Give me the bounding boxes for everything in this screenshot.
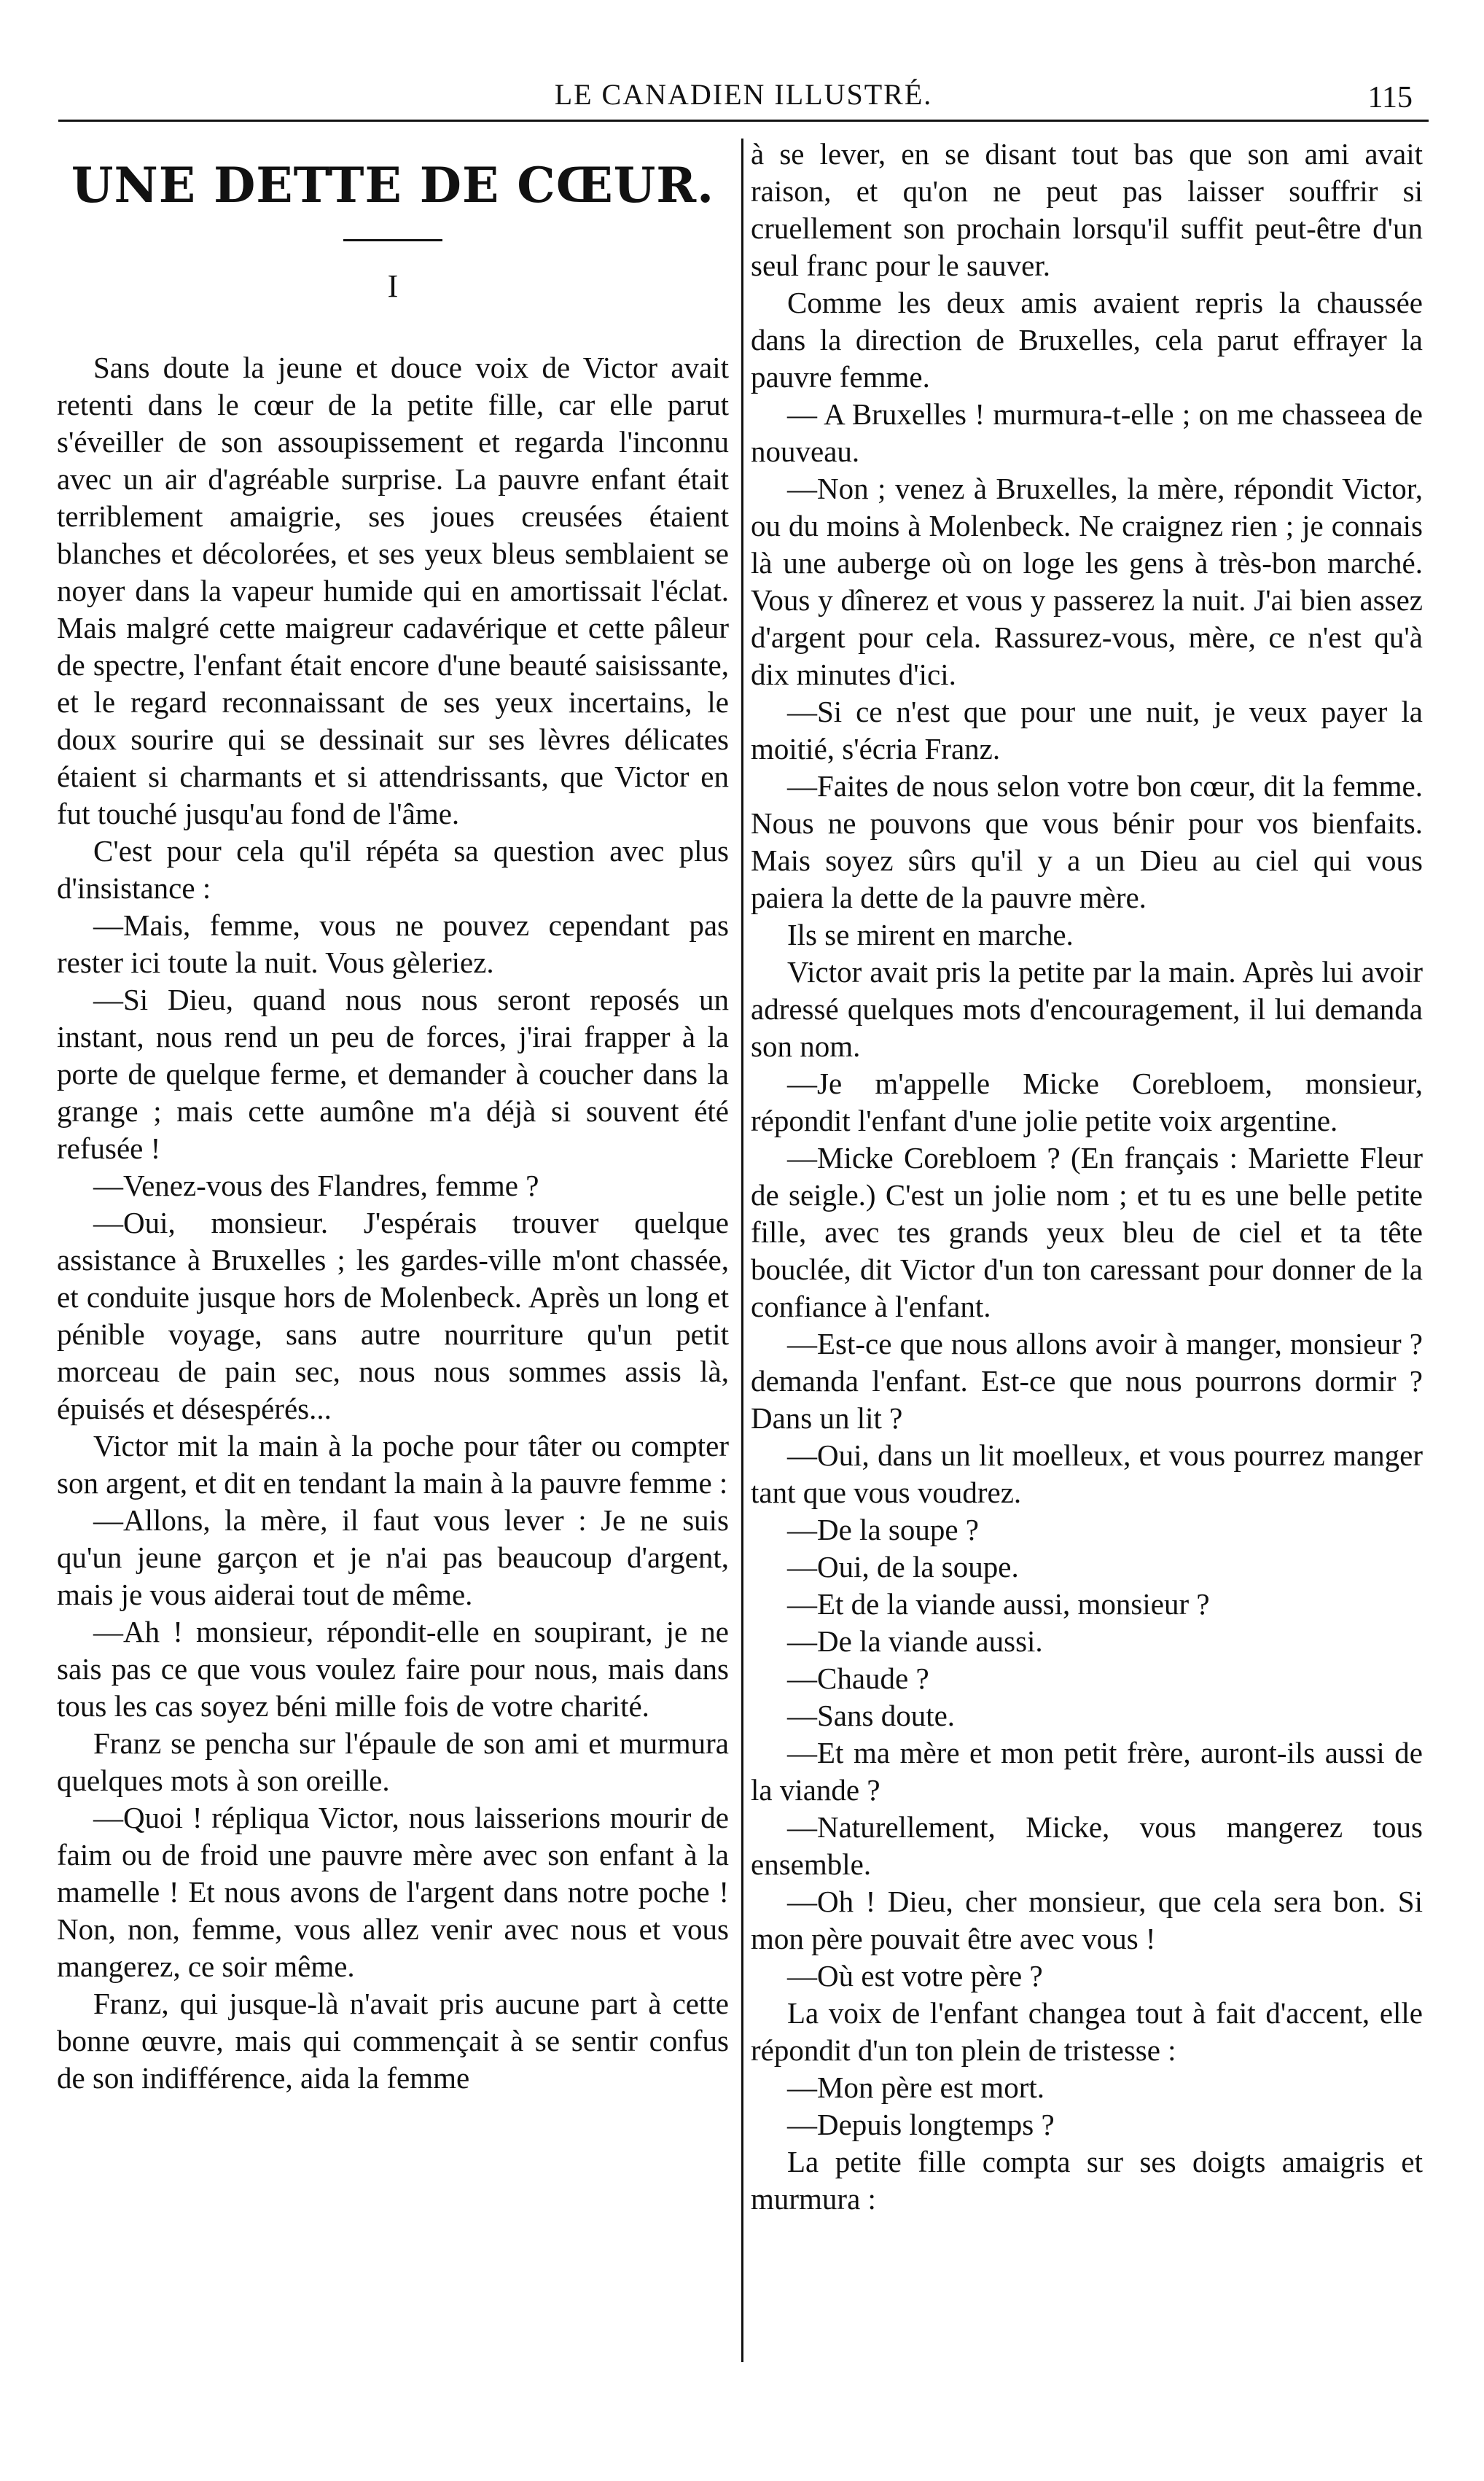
paragraph: —De la viande aussi. bbox=[787, 1624, 1043, 1658]
paragraph: La petite fille compta sur ses doigts amaigris et murmura : bbox=[751, 2145, 1423, 2216]
left-column bbox=[57, 136, 729, 2097]
paragraph: —Et ma mère et mon petit frère, auront-ils aussi de la viande ? bbox=[751, 1736, 1423, 1807]
paragraph: —Est-ce que nous allons avoir à manger, monsieur ? demanda l'enfant. Est-ce que nous pourrons dormir ? Dans un lit ? bbox=[751, 1327, 1423, 1435]
paragraph: Franz, qui jusque-là n'avait pris aucune part à cette bonne œuvre, mais qui commençait à se sentir confus de son indifférence, aida la femme bbox=[57, 1987, 729, 2095]
paragraph: —Depuis longtemps ? bbox=[787, 2108, 1055, 2141]
header-rule bbox=[58, 120, 1429, 122]
paragraph: La voix de l'enfant changea tout à fait d'accent, elle répondit d'un ton plein de tristesse : bbox=[751, 1996, 1423, 2067]
paragraph: —Quoi ! répliqua Victor, nous laisserions mourir de faim ou de froid une pauvre mère avec son enfant à la mamelle ! Et nous avons de l'argent dans notre poche ! Non, non, femme, vous allez venir avec nous et vous mangerez, ce soir même. bbox=[57, 1801, 729, 1983]
right-column bbox=[751, 136, 1423, 2218]
paragraph: — A Bruxelles ! murmura-t-elle ; on me chasseea de nouveau. bbox=[751, 397, 1423, 468]
paragraph: Victor mit la main à la poche pour tâter ou compter son argent, et dit en tendant la main à la pauvre femme : bbox=[57, 1429, 729, 1500]
paragraph: —Oui, de la soupe. bbox=[787, 1550, 1019, 1584]
paragraph: —Où est votre père ? bbox=[787, 1959, 1043, 1993]
paragraph: Ils se mirent en marche. bbox=[787, 918, 1074, 951]
paragraph: —Faites de nous selon votre bon cœur, dit la femme. Nous ne pouvons que vous bénir pour vos bienfaits. Mais soyez sûrs qu'il y a un Dieu au ciel qui vous paiera la dette de la pauvre mère. bbox=[751, 769, 1423, 914]
paragraph: —Sans doute. bbox=[787, 1699, 956, 1732]
running-title: LE CANADIEN ILLUSTRÉ. bbox=[554, 78, 933, 111]
paragraph: Sans doute la jeune et douce voix de Victor avait retenti dans le cœur de la petite fille, car elle parut s'éveiller de son assoupissement et regarda l'inconnu avec un air d'agréable surprise. La pauvre enfant était terriblement amaigrie, ses joues creusées étaient blanches et décolorées, et ses yeux bleus semblaient se noyer dans la vapeur humide qui en amortissait l'éclat. Mais malgré cette maigreur cadavérique et cette pâleur de spectre, l'enfant était encore d'une beauté saisissante, et le regard reconnaissant de ses yeux incertains, le doux sourire qui se dessinait sur ses lèvres délicates étaient si charmants et si attendrissants, que Victor en fut touché jusqu'au fond de l'âme. bbox=[57, 351, 729, 830]
paragraph: —De la soupe ? bbox=[787, 1513, 979, 1546]
paragraph: —Chaude ? bbox=[787, 1662, 929, 1695]
paragraph: —Mon père est mort. bbox=[787, 2071, 1044, 2104]
paragraph: Franz se pencha sur l'épaule de son ami et murmura quelques mots à son oreille. bbox=[57, 1726, 729, 1797]
paragraph: —Non ; venez à Bruxelles, la mère, répondit Victor, ou du moins à Molenbeck. Ne craignez rien ; je connais là une auberge où on loge les gens à très-bon marché. Vous y dînerez et vous y passerez la nuit. J'ai bien assez d'argent pour cela. Rassurez-vous, mère, ce n'est qu'à dix minutes d'ici. bbox=[751, 472, 1423, 691]
paragraph: —Je m'appelle Micke Corebloem, monsieur, répondit l'enfant d'une jolie petite voix argentine. bbox=[751, 1067, 1423, 1137]
running-head bbox=[58, 71, 1429, 122]
column-divider bbox=[741, 139, 743, 2362]
paragraph: Comme les deux amis avaient repris la chaussée dans la direction de Bruxelles, cela parut effrayer la pauvre femme. bbox=[751, 286, 1423, 394]
paragraph: —Venez-vous des Flandres, femme ? bbox=[93, 1169, 539, 1202]
paragraph: —Si Dieu, quand nous nous seront reposés un instant, nous rend un peu de forces, j'irai frapper à la porte de quelque ferme, et demander à coucher dans la grange ; mais cette aumône m'a déjà si souvent été refusée ! bbox=[57, 983, 729, 1165]
paragraph: —Naturellement, Micke, vous mangerez tous ensemble. bbox=[751, 1810, 1423, 1881]
story-title: UNE DETTE DE CŒUR. bbox=[71, 157, 715, 214]
paragraph: —Oh ! Dieu, cher monsieur, que cela sera bon. Si mon père pouvait être avec vous ! bbox=[751, 1885, 1423, 1955]
title-rule bbox=[343, 239, 442, 241]
paragraph: —Mais, femme, vous ne pouvez cependant pas rester ici toute la nuit. Vous gèleriez. bbox=[57, 908, 729, 979]
paragraph: —Oui, monsieur. J'espérais trouver quelque assistance à Bruxelles ; les gardes-ville m'ont chassée, et conduite jusque hors de Molenbeck. Après un long et pénible voyage, sans autre nourriture qu'un petit morceau de pain sec, nous nous sommes assis là, épuisés et désespérés... bbox=[57, 1206, 729, 1425]
paragraph: —Micke Corebloem ? (En français : Mariette Fleur de seigle.) C'est un jolie nom ; et tu es une belle petite fille, avec tes grands yeux bleu de ciel et ta tête bouclée, dit Victor d'un ton caressant pour donner de la confiance à l'enfant. bbox=[751, 1141, 1423, 1323]
paragraph-continued: à se lever, en se disant tout bas que son ami avait raison, et qu'on ne peut pas laisser souffrir si cruellement son prochain lorsqu'il suffit peut-être d'un seul franc pour le sauver. bbox=[751, 137, 1423, 282]
paragraph: —Si ce n'est que pour une nuit, je veux payer la moitié, s'écria Franz. bbox=[751, 695, 1423, 766]
page-number: 115 bbox=[1367, 81, 1413, 114]
paragraph: Victor avait pris la petite par la main. Après lui avoir adressé quelques mots d'encouragement, il lui demanda son nom. bbox=[751, 955, 1423, 1063]
chapter-numeral: I bbox=[387, 268, 399, 304]
paragraph: —Allons, la mère, il faut vous lever : Je ne suis qu'un jeune garçon et je n'ai pas beaucoup d'argent, mais je vous aiderai tout de même. bbox=[57, 1503, 729, 1611]
paragraph: C'est pour cela qu'il répéta sa question avec plus d'insistance : bbox=[57, 834, 729, 905]
paragraph: —Oui, dans un lit moelleux, et vous pourrez manger tant que vous voudrez. bbox=[751, 1438, 1423, 1509]
paragraph: —Ah ! monsieur, répondit-elle en soupirant, je ne sais pas ce que vous voulez faire pour nous, mais dans tous les cas soyez béni mille fois de votre charité. bbox=[57, 1615, 729, 1723]
paragraph: —Et de la viande aussi, monsieur ? bbox=[787, 1587, 1210, 1621]
